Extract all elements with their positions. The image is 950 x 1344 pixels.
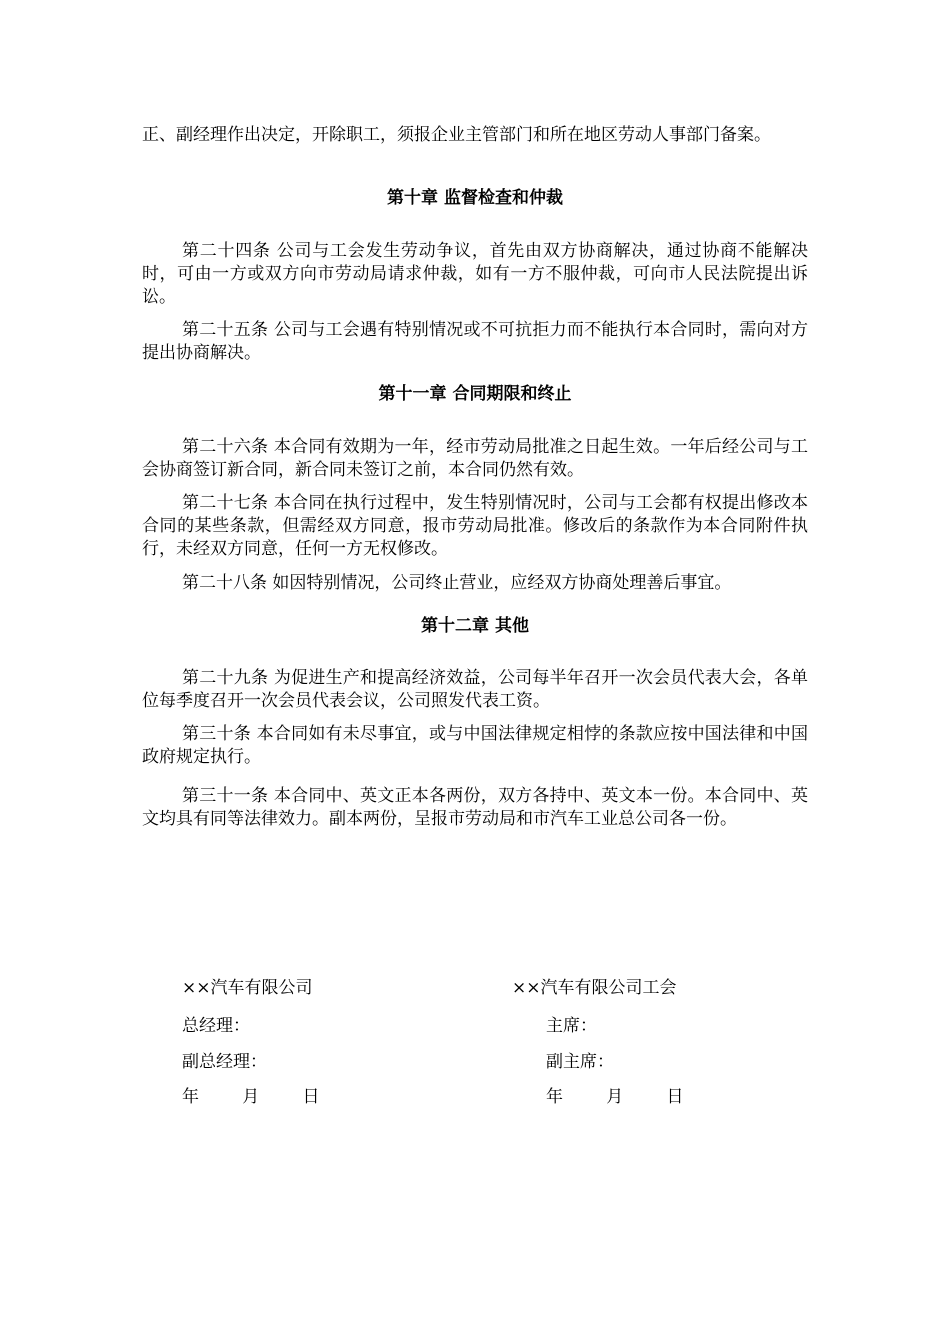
article-24: 第二十四条 公司与工会发生劳动争议，首先由双方协商解决，通过协商不能解决时，可由一方或双方向市劳动局请求仲裁，如有一方不服仲裁，可向市人民法院提出诉讼。	[142, 241, 808, 307]
right-vice-chairman-label: 副主席：	[546, 1052, 614, 1072]
left-general-manager-label: 总经理：	[182, 1016, 250, 1036]
article-31: 第三十一条 本合同中、英文正本各两份，双方各持中、英文本一份。本合同中、英文均具有同等法律效力。副本两份，呈报市劳动局和市汽车工业总公司各一份。	[142, 786, 808, 829]
left-deputy-manager-label: 副总经理：	[182, 1052, 267, 1072]
right-company-name: ××汽车有限公司工会	[512, 978, 677, 998]
article-29: 第二十九条 为促进生产和提高经济效益，公司每半年召开一次会员代表大会，各单位每季度召开一次会员代表会议，公司照发代表工资。	[142, 668, 808, 711]
chapter-12-title: 第十二章 其他	[421, 616, 529, 636]
right-date-line: 年 月 日	[546, 1087, 684, 1107]
article-26: 第二十六条 本合同有效期为一年，经市劳动局批准之日起生效。一年后经公司与工会协商签订新合同，新合同未签订之前，本合同仍然有效。	[142, 437, 808, 480]
article-28: 第二十八条 如因特别情况，公司终止营业，应经双方协商处理善后事宜。	[182, 573, 732, 593]
article-25: 第二十五条 公司与工会遇有特别情况或不可抗拒力而不能执行本合同时，需向对方提出协商解决。	[142, 320, 808, 363]
article-27: 第二十七条 本合同在执行过程中，发生特别情况时，公司与工会都有权提出修改本合同的某些条款，但需经双方同意，报市劳动局批准。修改后的条款作为本合同附件执行，未经双方同意，任何一方无权修改。	[142, 493, 808, 559]
chapter-11-title: 第十一章 合同期限和终止	[378, 384, 572, 404]
left-date-line: 年 月 日	[182, 1087, 320, 1107]
chapter-10-title: 第十章 监督检查和仲裁	[387, 188, 563, 208]
left-company-name: ××汽车有限公司	[182, 978, 313, 998]
article-30: 第三十条 本合同如有未尽事宜，或与中国法律规定相悖的条款应按中国法律和中国政府规定执行。	[142, 724, 808, 767]
right-chairman-label: 主席：	[546, 1016, 597, 1036]
intro-paragraph: 正、副经理作出决定，开除职工，须报企业主管部门和所在地区劳动人事部门备案。	[142, 125, 771, 145]
